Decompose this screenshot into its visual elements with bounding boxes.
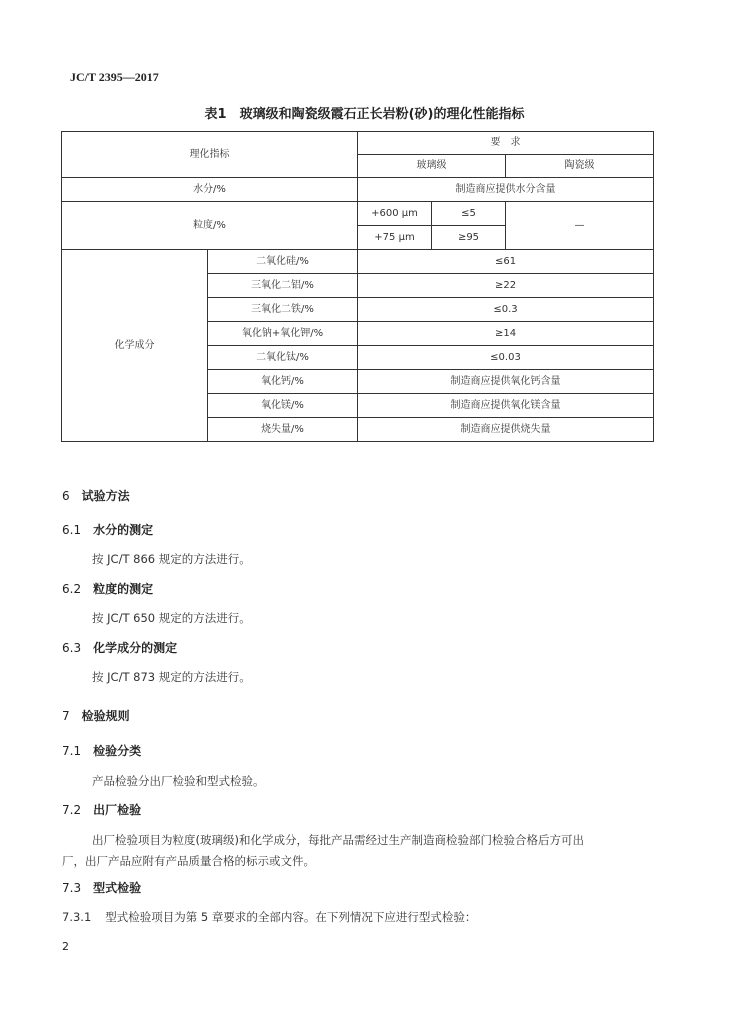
chemical-value: 制造商应提供氧化钙含量 (358, 370, 654, 394)
section-number: 6.3 (62, 641, 82, 655)
subsection-heading (62, 879, 141, 896)
table-row (62, 250, 654, 274)
section-heading (62, 707, 130, 724)
section-number: 7 (62, 709, 70, 723)
section-title: 水分的测定 (93, 523, 154, 537)
section-title: 化学成分的测定 (93, 641, 178, 655)
paragraph: 按 JC/T 650 规定的方法进行。 (92, 611, 251, 625)
chemical-name: 氧化钙/% (208, 370, 358, 394)
moisture-label: 水分/% (62, 178, 358, 202)
paragraph: 按 JC/T 873 规定的方法进行。 (92, 670, 251, 684)
table-row (62, 178, 654, 202)
fineness-value: ≥95 (432, 226, 506, 250)
subsection-heading (62, 580, 153, 597)
fineness-ceramic-value: — (506, 202, 654, 250)
spec-table (61, 131, 654, 442)
chemical-name: 烧失量/% (208, 418, 358, 442)
fineness-label: 粒度/% (62, 202, 358, 250)
chemical-name: 三氧化二铁/% (208, 298, 358, 322)
paragraph: 厂，出厂产品应附有产品质量合格的标示或文件。 (62, 854, 315, 868)
paragraph: 出厂检验项目为粒度(玻璃级)和化学成分，每批产品需经过生产制造商检验部门检验合格后方可出 (92, 833, 584, 847)
paragraph (62, 909, 476, 925)
paragraph-text: 型式检验项目为第 5 章要求的全部内容。在下列情况下应进行型式检验： (105, 910, 477, 924)
subsection-heading (62, 521, 153, 538)
chemical-value: 制造商应提供氧化镁含量 (358, 394, 654, 418)
chemical-value: ≤0.03 (358, 346, 654, 370)
subsection-heading (62, 742, 141, 759)
moisture-value: 制造商应提供水分含量 (358, 178, 654, 202)
section-number: 7.3.1 (62, 910, 92, 924)
fineness-sieve: +600 μm (358, 202, 432, 226)
chemical-name: 氧化镁/% (208, 394, 358, 418)
subsection-heading (62, 801, 141, 818)
header-requirement: 要 求 (358, 132, 654, 155)
section-number: 6 (62, 489, 70, 503)
paragraph: 产品检验分出厂检验和型式检验。 (92, 774, 265, 788)
header-property: 理化指标 (62, 132, 358, 178)
paragraph: 按 JC/T 866 规定的方法进行。 (92, 552, 251, 566)
section-number: 7.3 (62, 881, 82, 895)
section-heading (62, 487, 130, 504)
standard-code: JC/T 2395—2017 (70, 70, 159, 84)
section-title: 粒度的测定 (93, 582, 154, 596)
table-row (62, 202, 654, 226)
section-title: 检验规则 (81, 709, 130, 723)
section-number: 6.2 (62, 582, 82, 596)
chemical-value: 制造商应提供烧失量 (358, 418, 654, 442)
fineness-value: ≤5 (432, 202, 506, 226)
page-number: 2 (62, 940, 69, 953)
fineness-sieve: +75 μm (358, 226, 432, 250)
section-number: 7.1 (62, 744, 82, 758)
chemical-value: ≤61 (358, 250, 654, 274)
chemical-group-label: 化学成分 (62, 250, 208, 442)
section-number: 6.1 (62, 523, 82, 537)
table-caption: 表1 玻璃级和陶瓷级霞石正长岩粉(砂)的理化性能指标 (204, 107, 525, 122)
section-title: 出厂检验 (93, 803, 142, 817)
subsection-heading (62, 639, 177, 656)
header-ceramic-grade: 陶瓷级 (506, 155, 654, 178)
chemical-name: 三氧化二铝/% (208, 274, 358, 298)
chemical-value: ≤0.3 (358, 298, 654, 322)
section-title: 检验分类 (93, 744, 142, 758)
chemical-name: 二氧化硅/% (208, 250, 358, 274)
section-title: 试验方法 (81, 489, 130, 503)
section-number: 7.2 (62, 803, 82, 817)
chemical-name: 氧化钠+氧化钾/% (208, 322, 358, 346)
chemical-value: ≥22 (358, 274, 654, 298)
table-header-row (62, 132, 654, 155)
chemical-value: ≥14 (358, 322, 654, 346)
header-glass-grade: 玻璃级 (358, 155, 506, 178)
section-title: 型式检验 (93, 881, 142, 895)
chemical-name: 二氧化钛/% (208, 346, 358, 370)
